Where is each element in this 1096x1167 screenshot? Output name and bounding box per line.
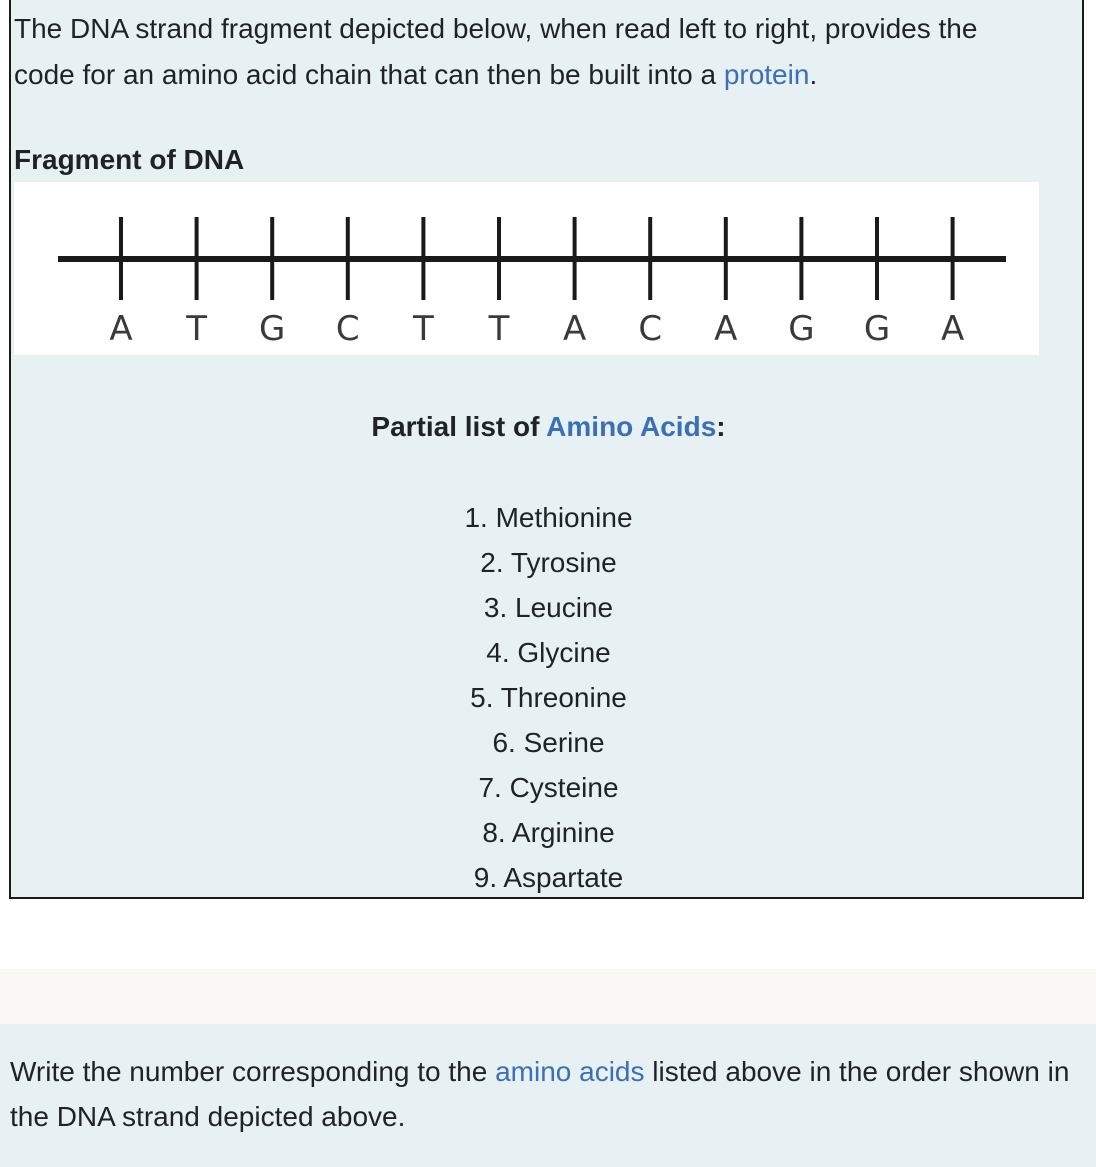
dna-diagram <box>14 182 1039 355</box>
intro-line-2-end: . <box>809 59 818 90</box>
amino-acid-list <box>11 495 1086 900</box>
dna-base-label: T <box>186 309 207 349</box>
dna-base-label: A <box>109 309 133 349</box>
prompt-text-after: listed above in the order shown in the DNA strand depicted above. <box>10 1056 1070 1132</box>
amino-acid-item: 2. Tyrosine <box>480 547 617 578</box>
dna-base-label: A <box>940 309 965 349</box>
prompt-box <box>0 1024 1096 1167</box>
dna-base-label: G <box>788 309 815 349</box>
amino-acid-item: 1. Methionine <box>464 502 633 533</box>
amino-acid-item: 6. Serine <box>492 727 605 758</box>
intro-line-2: code for an amino acid chain that can then be built into a <box>14 59 724 90</box>
amino-acids-link[interactable]: Amino Acids <box>546 411 717 442</box>
dna-base-label: C <box>638 309 663 349</box>
amino-heading-prefix: Partial list of <box>371 411 547 442</box>
dna-base-label: A <box>714 309 738 349</box>
separator-band <box>0 969 1096 1024</box>
amino-acids-heading <box>11 408 1086 446</box>
fragment-heading: Fragment of DNA <box>14 144 245 175</box>
dna-base-label: G <box>863 309 891 349</box>
amino-acids-prompt-link[interactable]: amino acids <box>495 1056 645 1087</box>
prompt-text <box>10 1049 1080 1139</box>
amino-acid-item: 5. Threonine <box>470 682 627 713</box>
intro-text <box>14 6 977 98</box>
dna-base-label: T <box>488 309 510 349</box>
intro-line-1: The DNA strand fragment depicted below, when read left to right, provides the <box>14 13 978 44</box>
dna-strand-svg <box>14 182 1039 355</box>
dna-base-label: T <box>413 309 434 349</box>
dna-base-label: G <box>259 309 286 349</box>
amino-acid-item: 7. Cysteine <box>478 772 619 803</box>
amino-acid-item: 3. Leucine <box>483 592 614 623</box>
amino-acid-item: 9. Aspartate <box>473 862 624 893</box>
dna-bases-group <box>109 217 964 349</box>
amino-heading-suffix: : <box>716 411 726 442</box>
amino-acid-item: 4. Glycine <box>486 637 611 668</box>
dna-base-label: A <box>562 309 587 349</box>
question-box <box>9 0 1084 899</box>
amino-acid-item: 8. Arginine <box>482 817 615 848</box>
protein-link[interactable]: protein <box>723 59 810 90</box>
dna-base-label: C <box>335 309 360 349</box>
prompt-text-before: Write the number corresponding to the <box>10 1056 496 1087</box>
